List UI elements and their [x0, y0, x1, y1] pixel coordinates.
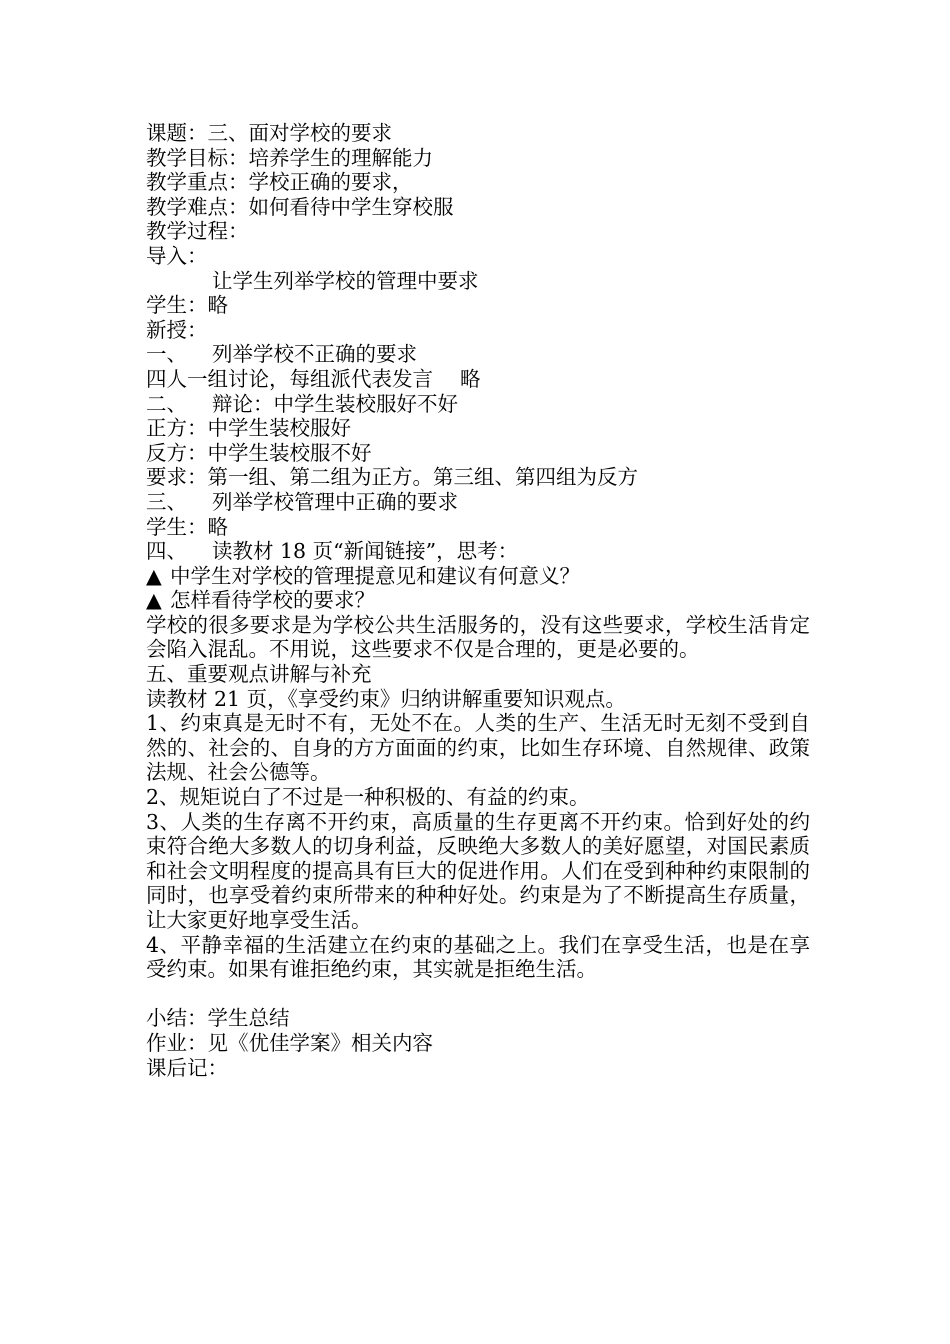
intro-task-line: 让学生列举学校的管理中要求 — [212, 268, 479, 293]
pro-side-line: 正方：中学生装校服好 — [146, 416, 351, 441]
section-3-text: 列举学校管理中正确的要求 — [212, 489, 458, 514]
section-4-line — [146, 539, 810, 564]
lesson-plan-document — [146, 121, 810, 1080]
section-4-number: 四、 — [146, 539, 187, 564]
teaching-key-line: 教学重点：学校正确的要求， — [146, 170, 413, 195]
point-3-paragraph: 3、人类的生存离不开约束，高质量的生存更离不开约束。恰到好处的约束符合绝大多数人的切身利益，反映绝大多数人的美好愿望，对国民素质和社会文明程度的提高具有巨大的促进作用。人们在受到种种约束限制的同时，也享受着约束所带来的种种好处。约束是为了不断提高生存质量，让大家更好地享受生活。 — [146, 809, 810, 932]
new-lesson-heading: 新授： — [146, 317, 208, 342]
student-response-1: 学生：略 — [146, 293, 228, 318]
section-5-heading: 五、重要观点讲解与补充 — [146, 662, 372, 687]
homework-line: 作业：见《优佳学案》相关内容 — [146, 1030, 433, 1055]
requirement-line: 要求：第一组、第二组为正方。第三组、第四组为反方 — [146, 465, 638, 490]
section-3-line — [146, 490, 810, 515]
section-3-number: 三、 — [146, 489, 187, 514]
point-4-paragraph: 4、平静幸福的生活建立在约束的基础之上。我们在享受生活，也是在享受约束。如果有谁拒绝约束，其实就是拒绝生活。 — [146, 932, 810, 982]
section-2-text: 辩论：中学生装校服好不好 — [212, 391, 458, 416]
teaching-goal-line: 教学目标：培养学生的理解能力 — [146, 145, 433, 170]
answer-paragraph: 学校的很多要求是为学校公共生活服务的，没有这些要求，学校生活肯定会陷入混乱。不用说，这些要求不仅是合理的，更是必要的。 — [146, 612, 810, 662]
section-1-number: 一、 — [146, 342, 187, 367]
question-1-line — [146, 564, 810, 589]
con-side-line: 反方：中学生装校服不好 — [146, 440, 372, 465]
topic-line: 课题：三、面对学校的要求 — [146, 121, 392, 145]
point-2-line: 2、规矩说白了不过是一种积极的、有益的约束。 — [146, 785, 590, 810]
student-response-2: 学生：略 — [146, 514, 228, 539]
teaching-difficulty-line: 教学难点：如何看待中学生穿校服 — [146, 194, 454, 219]
section-1-line — [146, 342, 810, 367]
summary-line: 小结：学生总结 — [146, 1006, 290, 1031]
section-4-text: 读教材 18 页“新闻链接”，思考： — [212, 539, 519, 564]
section-2-number: 二、 — [146, 391, 187, 416]
teaching-process-heading: 教学过程： — [146, 219, 249, 244]
afterword-line: 课后记： — [146, 1055, 228, 1080]
question-2-text: 怎样看待学校的要求？ — [170, 588, 375, 613]
point-1-paragraph: 1、约束真是无时不有，无处不在。人类的生产、生活无时无刻不受到自然的、社会的、自身的方方面面的约束，比如生存环境、自然规律、政策法规、社会公德等。 — [146, 711, 810, 785]
read-textbook-line: 读教材 21 页，《享受约束》归纳讲解重要知识观点。 — [146, 686, 626, 711]
section-1-detail: 四人一组讨论，每组派代表发言 略 — [146, 366, 481, 391]
triangle-bullet-icon: ▲ — [146, 588, 162, 613]
question-2-line — [146, 588, 810, 613]
section-1-text: 列举学校不正确的要求 — [212, 342, 417, 367]
question-1-text: 中学生对学校的管理提意见和建议有何意义？ — [170, 563, 580, 588]
blank-spacer — [146, 982, 810, 1007]
triangle-bullet-icon: ▲ — [146, 563, 162, 588]
intro-heading: 导入： — [146, 243, 208, 268]
section-2-line — [146, 392, 810, 417]
